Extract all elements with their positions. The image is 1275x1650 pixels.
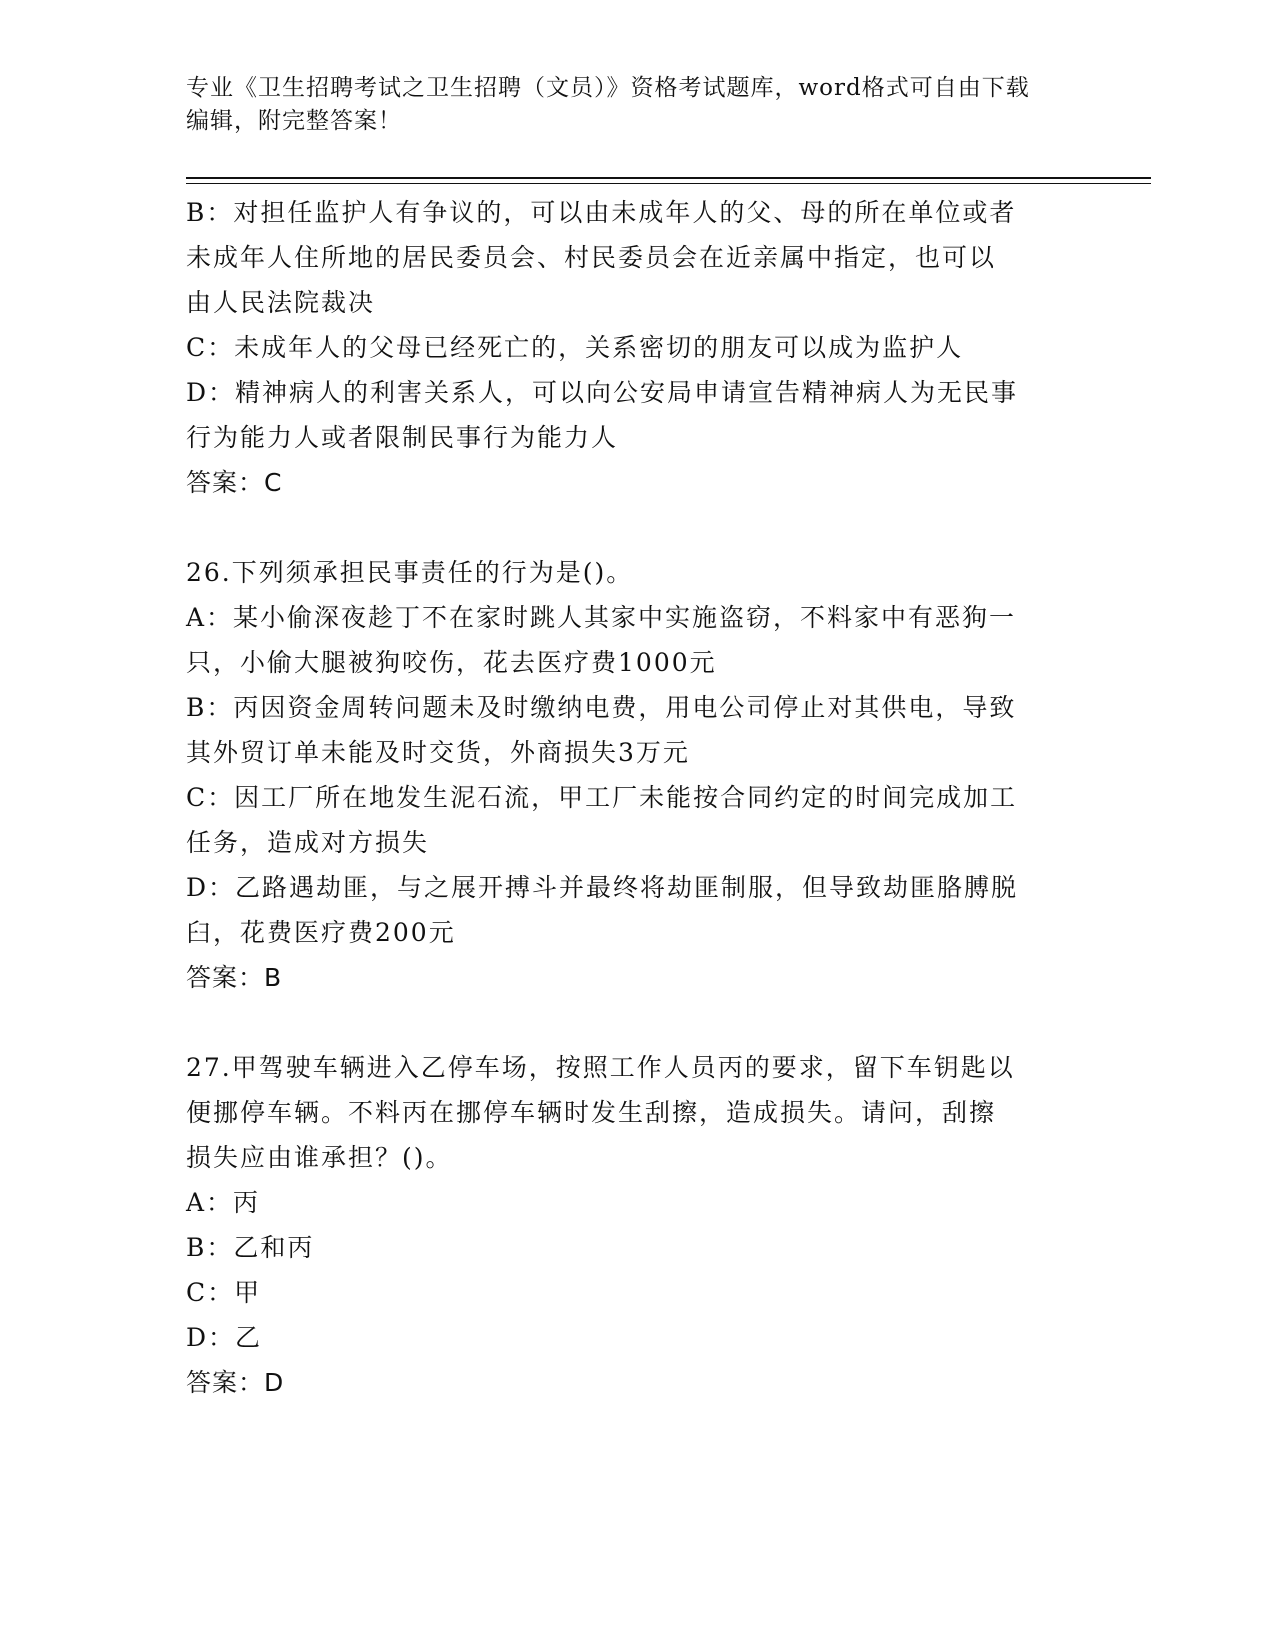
q25-option-d-line-2: 行为能力人或者限制民事行为能力人 xyxy=(186,423,619,452)
question-26-block xyxy=(186,550,1066,1000)
header-rule-thick xyxy=(186,177,1151,179)
q27-question-line-1: 27.甲驾驶车辆进入乙停车场，按照工作人员丙的要求，留下车钥匙以 xyxy=(186,1053,1015,1082)
header-line-2: 编辑，附完整答案！ xyxy=(186,108,402,134)
spacer xyxy=(186,505,1066,550)
q26-option-d-line-2: 臼，花费医疗费200元 xyxy=(186,918,456,947)
q27-answer: 答案：D xyxy=(186,1368,285,1397)
q25-option-b-line-2: 未成年人住所地的居民委员会、村民委员会在近亲属中指定，也可以 xyxy=(186,243,997,272)
q26-answer: 答案：B xyxy=(186,963,283,992)
q26-option-a-line-2: 只，小偷大腿被狗咬伤，花去医疗费1000元 xyxy=(186,648,717,677)
q26-option-b-line-2: 其外贸订单未能及时交货，外商损失3万元 xyxy=(186,738,690,767)
header-line-1: 专业《卫生招聘考试之卫生招聘（文员）》资格考试题库，word格式可自由下载 xyxy=(186,75,1030,101)
header-rule-thin xyxy=(186,183,1151,184)
q25-option-d-line-1: D：精神病人的利害关系人，可以向公安局申请宣告精神病人为无民事 xyxy=(186,378,1019,407)
document-body xyxy=(186,190,1066,1405)
q26-option-c-line-2: 任务，造成对方损失 xyxy=(186,828,430,857)
q25-option-b-line-3: 由人民法院裁决 xyxy=(186,288,376,317)
q26-option-a-line-1: A：某小偷深夜趁丁不在家时跳人其家中实施盗窃，不料家中有恶狗一 xyxy=(186,603,1017,632)
q26-option-d-line-1: D：乙路遇劫匪，与之展开搏斗并最终将劫匪制服，但导致劫匪胳膊脱 xyxy=(186,873,1019,902)
q27-option-d: D：乙 xyxy=(186,1323,263,1352)
q27-question-line-2: 便挪停车辆。不料丙在挪停车辆时发生刮擦，造成损失。请问，刮擦 xyxy=(186,1098,997,1127)
q27-option-c: C：甲 xyxy=(186,1278,262,1307)
q26-option-c-line-1: C：因工厂所在地发生泥石流，甲工厂未能按合同约定的时间完成加工 xyxy=(186,783,1018,812)
q26-option-b-line-1: B：丙因资金周转问题未及时缴纳电费，用电公司停止对其供电，导致 xyxy=(186,693,1017,722)
spacer xyxy=(186,1000,1066,1045)
question-27-block xyxy=(186,1045,1066,1405)
document-header xyxy=(186,72,1066,138)
q25-option-c: C：未成年人的父母已经死亡的，关系密切的朋友可以成为监护人 xyxy=(186,333,964,362)
q27-question-line-3: 损失应由谁承担？()。 xyxy=(186,1143,453,1172)
q27-option-a: A：丙 xyxy=(186,1188,261,1217)
q26-question: 26.下列须承担民事责任的行为是()。 xyxy=(186,558,634,587)
question-25-block xyxy=(186,190,1066,505)
q27-option-b: B：乙和丙 xyxy=(186,1233,315,1262)
q25-option-b-line-1: B：对担任监护人有争议的，可以由未成年人的父、母的所在单位或者 xyxy=(186,198,1017,227)
q25-answer: 答案：C xyxy=(186,468,283,497)
